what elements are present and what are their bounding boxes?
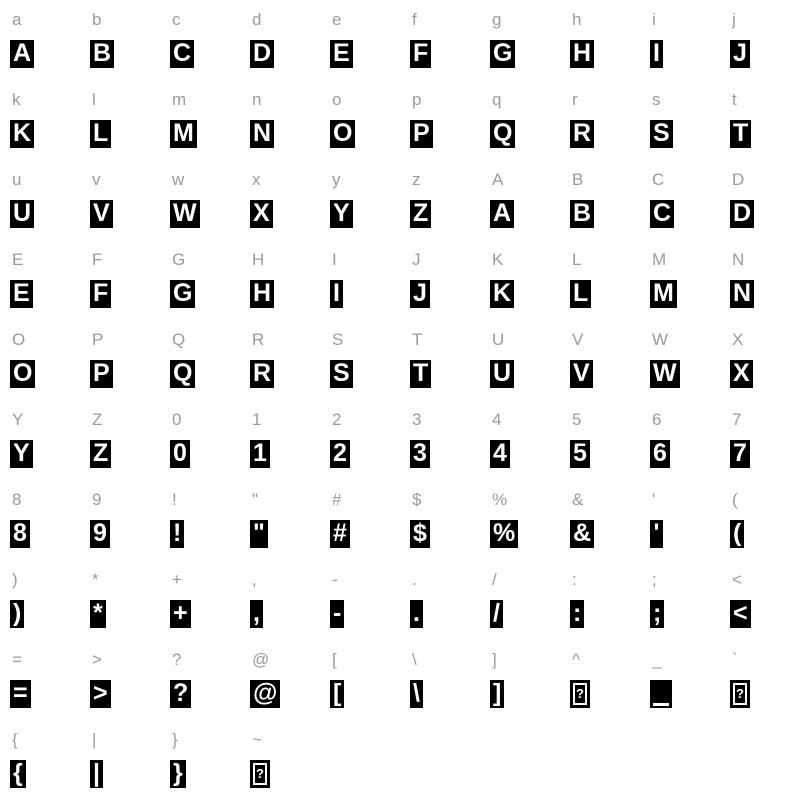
cell-glyph: V	[570, 360, 593, 388]
charmap-cell	[490, 648, 570, 728]
cell-label: z	[412, 170, 421, 189]
charmap-cell	[330, 408, 410, 488]
charmap-cell	[330, 168, 410, 248]
cell-glyph: T	[410, 360, 431, 388]
cell-label: ?	[172, 650, 182, 669]
cell-glyph: T	[730, 120, 751, 148]
cell-label: p	[412, 90, 422, 109]
charmap-cell	[570, 408, 650, 488]
charmap-cell	[250, 568, 330, 648]
cell-glyph: =	[10, 680, 31, 708]
cell-label: !	[172, 490, 177, 509]
cell-glyph: N	[730, 280, 754, 308]
cell-label: L	[572, 250, 582, 269]
charmap-cell	[490, 168, 570, 248]
charmap-cell	[10, 8, 90, 88]
cell-label: Y	[12, 410, 24, 429]
cell-glyph: "	[250, 520, 268, 548]
cell-glyph: Y	[10, 440, 33, 468]
cell-glyph: J	[730, 40, 750, 68]
cell-glyph: S	[330, 360, 353, 388]
cell-label: E	[12, 250, 24, 269]
cell-label: Q	[172, 330, 186, 349]
charmap-cell	[250, 728, 330, 808]
charmap-cell	[90, 648, 170, 728]
cell-label: A	[492, 170, 504, 189]
charmap-cell	[730, 408, 800, 488]
charmap-cell	[10, 488, 90, 568]
cell-glyph: R	[250, 360, 274, 388]
cell-glyph: F	[410, 40, 431, 68]
cell-glyph: '	[650, 520, 663, 548]
cell-label: H	[252, 250, 265, 269]
charmap-cell	[570, 648, 650, 728]
charmap-cell	[330, 648, 410, 728]
cell-glyph: U	[490, 360, 514, 388]
charmap-cell	[170, 88, 250, 168]
cell-glyph: K	[10, 120, 34, 148]
cell-label: r	[572, 90, 578, 109]
charmap-cell	[490, 488, 570, 568]
cell-glyph: #	[330, 520, 350, 548]
cell-glyph: @	[250, 680, 280, 708]
cell-label: :	[572, 570, 577, 589]
charmap-cell	[330, 248, 410, 328]
cell-glyph: 0	[170, 440, 190, 468]
cell-glyph: P	[410, 120, 433, 148]
cell-glyph: P	[90, 360, 113, 388]
cell-glyph: A	[490, 200, 514, 228]
cell-label: 4	[492, 410, 502, 429]
charmap-cell	[730, 568, 800, 648]
cell-label: s	[652, 90, 661, 109]
charmap-cell	[170, 648, 250, 728]
charmap-cell	[330, 488, 410, 568]
cell-label: f	[412, 10, 417, 29]
cell-glyph: M	[650, 280, 677, 308]
charmap-cell	[570, 488, 650, 568]
cell-glyph: C	[170, 40, 194, 68]
charmap-cell	[650, 328, 730, 408]
cell-label: X	[732, 330, 744, 349]
cell-glyph: O	[10, 360, 35, 388]
cell-glyph: U	[10, 200, 34, 228]
cell-label: B	[572, 170, 584, 189]
cell-label: }	[172, 730, 178, 749]
cell-glyph: C	[650, 200, 674, 228]
charmap-cell	[410, 248, 490, 328]
charmap-cell	[10, 648, 90, 728]
cell-glyph: H	[250, 280, 274, 308]
cell-glyph: ;	[650, 600, 664, 628]
cell-label: `	[732, 650, 738, 669]
cell-label: P	[92, 330, 104, 349]
charmap-cell	[650, 408, 730, 488]
cell-label: k	[12, 90, 21, 109]
charmap-cell	[650, 8, 730, 88]
charmap-cell	[250, 408, 330, 488]
charmap-cell	[730, 248, 800, 328]
cell-label: &	[572, 490, 584, 509]
cell-label: -	[332, 570, 338, 589]
charmap-cell	[170, 488, 250, 568]
cell-glyph: S	[650, 120, 673, 148]
cell-label: R	[252, 330, 265, 349]
charmap-cell	[330, 8, 410, 88]
charmap-cell	[90, 568, 170, 648]
cell-label: [	[332, 650, 337, 669]
charmap-cell	[10, 248, 90, 328]
cell-glyph: \	[410, 680, 423, 708]
cell-glyph: ]	[490, 680, 504, 708]
charmap-cell	[570, 88, 650, 168]
cell-label: ~	[252, 730, 262, 749]
cell-label: ^	[572, 650, 580, 669]
charmap-cell	[170, 168, 250, 248]
charmap-cell	[10, 408, 90, 488]
cell-label: <	[732, 570, 742, 589]
cell-glyph: Q	[490, 120, 515, 148]
cell-glyph: Z	[90, 440, 111, 468]
cell-label: T	[412, 330, 423, 349]
charmap-cell	[90, 408, 170, 488]
charmap-cell	[250, 168, 330, 248]
notdef-box: ?	[733, 683, 747, 705]
charmap-cell	[10, 328, 90, 408]
cell-glyph: 4	[490, 440, 510, 468]
charmap-cell	[650, 248, 730, 328]
cell-label: j	[732, 10, 736, 29]
cell-label: D	[732, 170, 745, 189]
charmap-cell	[570, 8, 650, 88]
cell-label: 7	[732, 410, 742, 429]
charmap-cell	[490, 328, 570, 408]
cell-label: y	[332, 170, 341, 189]
cell-label: 0	[172, 410, 182, 429]
cell-glyph: I	[650, 40, 663, 68]
cell-label: u	[12, 170, 22, 189]
cell-glyph: 5	[570, 440, 590, 468]
cell-label: m	[172, 90, 187, 109]
cell-glyph: >	[90, 680, 111, 708]
charmap-cell	[730, 488, 800, 568]
cell-glyph: /	[490, 600, 503, 628]
charmap-cell	[330, 88, 410, 168]
cell-glyph: |	[90, 760, 103, 788]
charmap-cell	[570, 568, 650, 648]
cell-glyph: H	[570, 40, 594, 68]
cell-label: N	[732, 250, 745, 269]
charmap-cell	[410, 568, 490, 648]
charmap-cell	[490, 88, 570, 168]
cell-glyph: G	[490, 40, 515, 68]
cell-glyph: Q	[170, 360, 195, 388]
cell-label: '	[652, 490, 656, 509]
charmap-cell	[90, 488, 170, 568]
charmap-cell	[10, 568, 90, 648]
cell-label: q	[492, 90, 502, 109]
cell-label: t	[732, 90, 737, 109]
charmap-cell	[170, 8, 250, 88]
cell-label: c	[172, 10, 181, 29]
cell-label: i	[652, 10, 656, 29]
cell-glyph: L	[90, 120, 111, 148]
cell-label: %	[492, 490, 508, 509]
cell-label: a	[12, 10, 22, 29]
charmap-cell	[90, 88, 170, 168]
cell-glyph	[730, 680, 750, 708]
charmap-cell	[170, 408, 250, 488]
cell-label: W	[652, 330, 669, 349]
notdef-box: ?	[573, 683, 587, 705]
cell-label: w	[172, 170, 185, 189]
charmap-cell	[90, 328, 170, 408]
cell-label: n	[252, 90, 262, 109]
cell-label: K	[492, 250, 504, 269]
cell-glyph: F	[90, 280, 111, 308]
charmap-cell	[90, 728, 170, 808]
charmap-cell	[730, 168, 800, 248]
cell-label: M	[652, 250, 667, 269]
charmap-cell	[10, 168, 90, 248]
cell-label: @	[252, 650, 270, 669]
cell-label: 9	[92, 490, 102, 509]
charmap-cell	[410, 328, 490, 408]
cell-label: 1	[252, 410, 262, 429]
cell-glyph: Y	[330, 200, 353, 228]
cell-glyph: {	[10, 760, 26, 788]
cell-glyph: L	[570, 280, 591, 308]
charmap-cell	[250, 8, 330, 88]
charmap-cell	[490, 8, 570, 88]
charmap-cell	[170, 328, 250, 408]
cell-glyph: 8	[10, 520, 30, 548]
cell-label: $	[412, 490, 422, 509]
cell-label: {	[12, 730, 18, 749]
cell-glyph: X	[730, 360, 753, 388]
cell-label: e	[332, 10, 342, 29]
cell-label: O	[12, 330, 26, 349]
charmap-cell	[650, 488, 730, 568]
cell-glyph: E	[330, 40, 353, 68]
charmap-cell	[330, 568, 410, 648]
cell-label: ]	[492, 650, 497, 669]
cell-label: "	[252, 490, 259, 509]
charmap-cell	[90, 248, 170, 328]
charmap-cell	[570, 248, 650, 328]
cell-glyph: %	[490, 520, 518, 548]
notdef-box: ?	[253, 763, 267, 785]
cell-label: ,	[252, 570, 257, 589]
cell-label: \	[412, 650, 417, 669]
cell-glyph: ?	[170, 680, 191, 708]
cell-glyph: X	[250, 200, 273, 228]
cell-label: Z	[92, 410, 103, 429]
cell-glyph: J	[410, 280, 430, 308]
cell-glyph: $	[410, 520, 430, 548]
cell-label: 2	[332, 410, 342, 429]
cell-glyph: E	[10, 280, 33, 308]
cell-glyph: V	[90, 200, 113, 228]
charmap-cell	[650, 648, 730, 728]
cell-glyph: W	[650, 360, 680, 388]
cell-glyph: 3	[410, 440, 430, 468]
cell-glyph: D	[250, 40, 274, 68]
cell-label: I	[332, 250, 337, 269]
cell-glyph: K	[490, 280, 514, 308]
charmap-cell	[650, 88, 730, 168]
cell-glyph: Z	[410, 200, 431, 228]
cell-label: G	[172, 250, 186, 269]
cell-glyph: )	[10, 600, 24, 628]
charmap-cell	[410, 408, 490, 488]
cell-glyph: }	[170, 760, 186, 788]
cell-glyph: 7	[730, 440, 750, 468]
charmap-cell	[730, 648, 800, 728]
charmap-cell	[490, 568, 570, 648]
cell-label: F	[92, 250, 103, 269]
cell-label: h	[572, 10, 582, 29]
cell-label: v	[92, 170, 101, 189]
cell-glyph: W	[170, 200, 200, 228]
cell-glyph: (	[730, 520, 744, 548]
charmap-cell	[730, 88, 800, 168]
charmap-cell	[570, 168, 650, 248]
charmap-cell	[250, 248, 330, 328]
charmap-cell	[410, 88, 490, 168]
cell-glyph: G	[170, 280, 195, 308]
charmap-cell	[570, 328, 650, 408]
cell-label: |	[92, 730, 97, 749]
cell-label: >	[92, 650, 102, 669]
charmap-cell	[250, 648, 330, 728]
cell-glyph: *	[90, 600, 106, 628]
charmap-cell	[410, 8, 490, 88]
charmap-cell	[10, 728, 90, 808]
cell-glyph: A	[10, 40, 34, 68]
cell-glyph: 1	[250, 440, 270, 468]
cell-glyph: I	[330, 280, 343, 308]
cell-glyph: +	[170, 600, 191, 628]
cell-label: (	[732, 490, 738, 509]
charmap-cell	[490, 408, 570, 488]
cell-glyph	[570, 680, 590, 708]
cell-glyph: O	[330, 120, 355, 148]
cell-glyph: :	[570, 600, 584, 628]
cell-glyph: 6	[650, 440, 670, 468]
cell-glyph: R	[570, 120, 594, 148]
charmap-cell	[410, 648, 490, 728]
cell-label: 6	[652, 410, 662, 429]
charmap-cell	[410, 488, 490, 568]
charmap-cell	[730, 8, 800, 88]
cell-label: ;	[652, 570, 657, 589]
charmap-cell	[170, 728, 250, 808]
charmap-cell	[90, 8, 170, 88]
charmap-cell	[90, 168, 170, 248]
cell-label: l	[92, 90, 96, 109]
cell-label: x	[252, 170, 261, 189]
cell-label: C	[652, 170, 665, 189]
cell-glyph: M	[170, 120, 197, 148]
charmap-cell	[410, 168, 490, 248]
cell-label: d	[252, 10, 262, 29]
cell-glyph: <	[730, 600, 751, 628]
charmap-cell	[250, 88, 330, 168]
cell-glyph: ,	[250, 600, 263, 628]
charmap-cell	[170, 568, 250, 648]
cell-label: o	[332, 90, 342, 109]
cell-glyph: -	[330, 600, 344, 628]
cell-label: =	[12, 650, 22, 669]
cell-glyph: &	[570, 520, 594, 548]
charmap-cell	[490, 248, 570, 328]
cell-label: #	[332, 490, 342, 509]
cell-label: U	[492, 330, 505, 349]
cell-glyph: D	[730, 200, 754, 228]
cell-label: g	[492, 10, 502, 29]
charmap-cell	[650, 168, 730, 248]
cell-glyph: B	[570, 200, 594, 228]
cell-label: 5	[572, 410, 582, 429]
cell-glyph	[250, 760, 270, 788]
charmap-cell	[170, 248, 250, 328]
cell-glyph	[650, 680, 672, 708]
charmap-cell	[730, 328, 800, 408]
cell-glyph: .	[410, 600, 423, 628]
charmap-cell	[250, 328, 330, 408]
charmap-cell	[330, 328, 410, 408]
cell-label: 3	[412, 410, 422, 429]
cell-label: /	[492, 570, 497, 589]
cell-glyph: N	[250, 120, 274, 148]
cell-glyph: 2	[330, 440, 350, 468]
cell-label: *	[92, 570, 99, 589]
cell-label: )	[12, 570, 18, 589]
charmap-cell	[10, 88, 90, 168]
cell-glyph: [	[330, 680, 344, 708]
cell-label: b	[92, 10, 102, 29]
charmap-cell	[250, 488, 330, 568]
charmap-cell	[650, 568, 730, 648]
cell-glyph: !	[170, 520, 184, 548]
cell-label: S	[332, 330, 344, 349]
cell-label: V	[572, 330, 584, 349]
cell-glyph: 9	[90, 520, 110, 548]
cell-label: .	[412, 570, 417, 589]
cell-label: J	[412, 250, 421, 269]
cell-label: +	[172, 570, 182, 589]
cell-glyph: B	[90, 40, 114, 68]
cell-label: 8	[12, 490, 22, 509]
cell-label: _	[652, 650, 662, 669]
